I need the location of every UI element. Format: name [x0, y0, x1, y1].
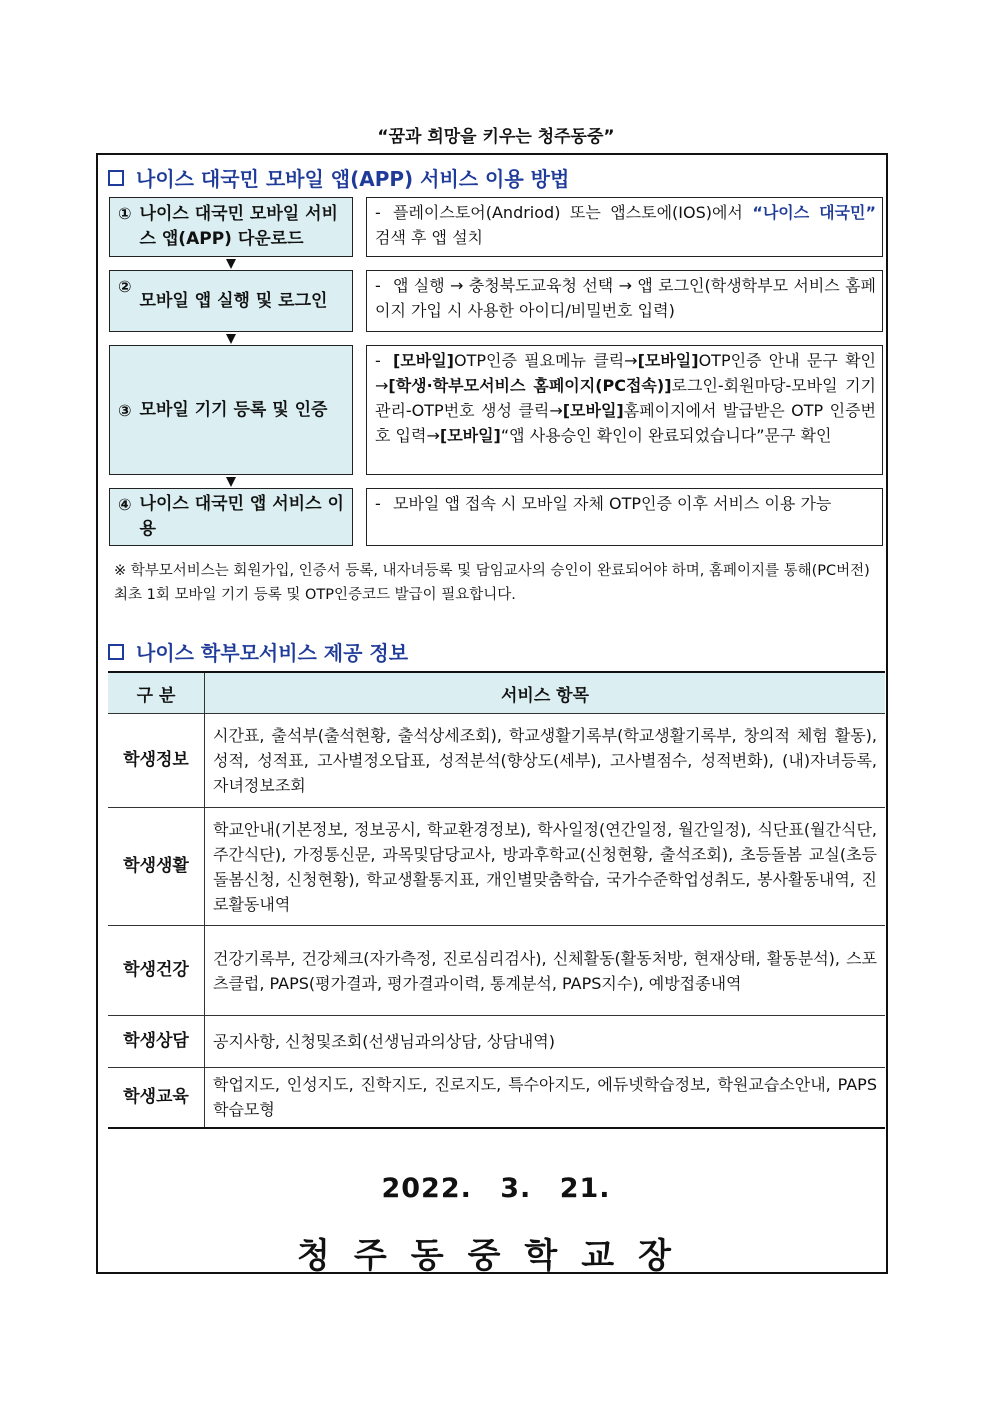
dash-bullet: -: [375, 203, 381, 222]
step-1-label: [109, 197, 353, 257]
reference-mark: ※: [114, 563, 127, 579]
step-3-description: [366, 345, 883, 475]
step-1-title: 나이스 대국민 모바일 서비스 앱(APP) 다운로드: [139, 204, 338, 249]
step-2-desc: 앱 실행 → 충청북도교육청 선택 → 앱 로그인(학생학부모 서비스 홈페이지 가입 시 사용한 아이디/비밀번호 입력): [375, 276, 876, 320]
step-1-number: ①: [118, 204, 132, 223]
row-category: 학생정보: [108, 714, 205, 808]
row-items: 시간표, 출석부(출석현황, 출석상세조회), 학교생활기록부(학교생활기록부, 창의적 체험 활동), 성적, 성적표, 고사별정오답표, 성적분석(향상도(세부), 고사별점수, 성적변화), (내)자녀등록, 자녀정보조회: [205, 714, 886, 808]
arrow-down-icon: [225, 477, 237, 488]
dash-bullet: -: [375, 276, 381, 295]
column-header-items: 서비스 항목: [205, 672, 886, 714]
school-slogan: “꿈과 희망을 키우는 청주동중”: [377, 127, 615, 147]
dash-bullet: -: [375, 494, 381, 513]
signer-title: 청주동중학교장: [297, 1236, 695, 1276]
step-4-title: 나이스 대국민 앱 서비스 이용: [139, 494, 344, 539]
row-category: 학생건강: [108, 926, 205, 1016]
section1-title-text: 나이스 대국민 모바일 앱(APP) 서비스 이용 방법: [136, 167, 570, 191]
row-items: 공지사항, 신청및조회(선생님과의상담, 상담내역): [205, 1016, 886, 1068]
step-3-part: [학생·학부모서비스 홈페이지(PC접속)]: [388, 376, 672, 395]
footnote: [114, 559, 884, 607]
step-2-description: [366, 270, 883, 332]
row-category: 학생상담: [108, 1016, 205, 1068]
table-row: [108, 1068, 885, 1128]
table-header-row: [108, 672, 885, 714]
step-3-part: [모바일]: [562, 401, 624, 420]
step-4-desc: 모바일 앱 접속 시 모바일 자체 OTP인증 이후 서비스 이용 가능: [393, 494, 832, 513]
section2-title: [108, 637, 408, 666]
section1-title: [108, 163, 569, 192]
step-1-desc-highlight: “나이스 대국민”: [752, 203, 876, 222]
row-items: 학업지도, 인성지도, 진학지도, 진로지도, 특수아지도, 에듀넷학습정보, 학원교습소안내, PAPS학습모형: [205, 1068, 886, 1128]
table-row: [108, 714, 885, 808]
column-header-category: 구 분: [108, 672, 205, 714]
table-row: [108, 808, 885, 926]
checkbox-square-icon: [108, 170, 124, 186]
step-4-number: ④: [118, 495, 132, 514]
row-items: 학교안내(기본정보, 정보공시, 학교환경정보), 학사일정(연간일정, 월간일정), 식단표(월간식단, 주간식단), 가정통신문, 과목및담당교사, 방과후학교(신청현황, 출석조회), 초등돌봄 교실(초등돌봄신청, 신청현황), 학교생활통지표, 개인별맞춤학습, 국가수준학업성취도, 봉사활동내역, 진로활동내역: [205, 808, 886, 926]
notice-frame: [96, 153, 888, 1274]
dash-bullet: -: [375, 351, 381, 370]
step-1-desc-post: 검색 후 앱 설치: [375, 228, 483, 247]
footnote-text: 학부모서비스는 회원가입, 인증서 등록, 내자녀등록 및 담임교사의 승인이 완료되어야 하며, 홈페이지를 통해(PC버전) 최초 1회 모바일 기기 등록 및 OTP인증코드 발급이 필요합니다.: [114, 563, 870, 603]
table-row: [108, 1016, 885, 1068]
arrow-down-icon: [225, 334, 237, 345]
step-2-title: 모바일 앱 실행 및 로그인: [139, 290, 328, 311]
section2-title-text: 나이스 학부모서비스 제공 정보: [136, 641, 409, 665]
step-3-part: OTP인증 안내 문구 확인→: [375, 351, 876, 395]
step-3-part: [모바일]: [393, 351, 454, 370]
step-3-label: [109, 345, 353, 475]
step-1-desc-pre: 플레이스토어(Andriod) 또는 앱스토에(IOS)에서: [393, 203, 753, 222]
document-date: 2022. 3. 21.: [381, 1173, 611, 1204]
step-2-label: [109, 270, 353, 332]
step-3-part: [모바일]: [439, 426, 501, 445]
step-3-part: [모바일]: [637, 351, 699, 370]
step-1-description: [366, 197, 883, 257]
step-3-part: 로그인-회원마당-모바일 기기 관리-OTP번호 생성 클릭→: [375, 376, 876, 420]
step-3-part: OTP인증 필요메뉴 클릭→: [454, 351, 638, 370]
arrow-down-icon: [225, 259, 237, 270]
step-4-label: [109, 488, 353, 546]
service-table: [108, 671, 885, 1129]
step-2-number: ②: [118, 277, 132, 296]
row-items: 건강기록부, 건강체크(자가측정, 진로심리검사), 신체활동(활동처방, 현재상태, 활동분석), 스포츠클럽, PAPS(평가결과, 평가결과이력, 통계분석, PAPS지수), 예방접종내역: [205, 926, 886, 1016]
step-3-number: ③: [118, 400, 132, 420]
checkbox-square-icon: [108, 644, 124, 660]
step-3-part: 홈페이지에서 발급받은 OTP 인증번호 입력→: [375, 401, 877, 445]
row-category: 학생교육: [108, 1068, 205, 1128]
row-category: 학생생활: [108, 808, 205, 926]
step-4-description: [366, 488, 883, 546]
step-3-title: 모바일 기기 등록 및 인증: [139, 399, 328, 420]
step-3-part: “앱 사용승인 확인이 완료되었습니다”문구 확인: [500, 426, 832, 445]
table-row: [108, 926, 885, 1016]
